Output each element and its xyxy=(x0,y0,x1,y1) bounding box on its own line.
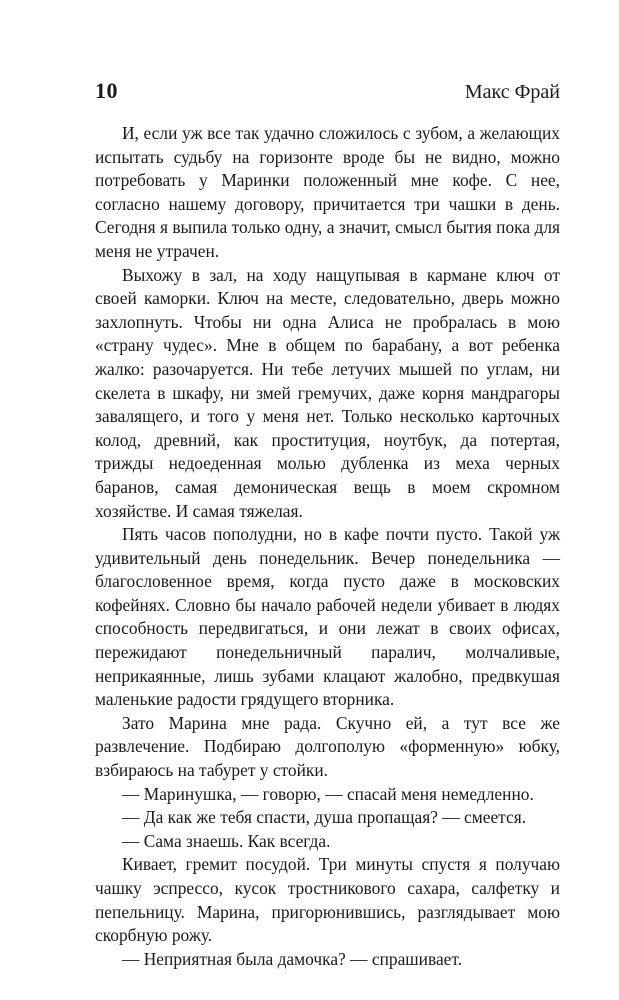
dialogue-line: — Сама знаешь. Как всегда. xyxy=(122,830,331,851)
dialogue-line: — Маринушка, — говорю, — спасай меня немедленно. xyxy=(122,783,534,804)
dialogue-line: — Неприятная была дамочка? — спрашивает. xyxy=(122,948,463,969)
dialogue-line: — Да как же тебя спасти, душа пропащая? — смеется. xyxy=(122,807,527,828)
paragraph: Кивает, гремит посудой. Три минуты спустя я получаю чашку эспрессо, кусок тростникового сахара, салфетку и пепельницу. Марина, пригорюнившись, разглядывает мою скорбную рожу. xyxy=(95,854,560,946)
running-header xyxy=(95,78,560,114)
page-number: 10 xyxy=(95,78,118,103)
paragraph: Пять часов пополудни, но в кафе почти пусто. Такой уж удивительный день понедельник. Вечер понедельника — благословенное время, когда пусто даже в московских кофейнях. Словно бы начало рабочей недели убивает в людях способность передвигаться, и они лежат в своих офисах, пережидают понедельничный паралич, молчаливые, неприкаянные, лишь зубами клацают жалобно, предвкушая маленькие радости грядущего вторника. xyxy=(95,524,560,710)
paragraph: Зато Марина мне рада. Скучно ей, а тут все же развлечение. Подбираю долгополую «форменную» юбку, взбираюсь на табурет у стойки. xyxy=(95,712,560,781)
body-text xyxy=(95,122,560,971)
paragraph: И, если уж все так удачно сложилось с зубом, а желающих испытать судьбу на горизонте вроде бы не видно, можно потребовать у Маринки положенный мне кофе. С нее, согласно нашему договору, причитается три чашки в день. Сегодня я выпила только одну, а значит, смысл бытия пока для меня не утрачен. xyxy=(95,123,560,261)
paragraph: Выхожу в зал, на ходу нащупывая в кармане ключ от своей каморки. Ключ на месте, следовательно, дверь можно захлопнуть. Чтобы ни одна Алиса не пробралась в мою «страну чудес». Мне в общем по барабану, а вот ребенка жалко: разочаруется. Ни тебе летучих мышей по углам, ни скелета в шкафу, ни змей гремучих, даже корня мандрагоры завалящего, и того у меня нет. Только несколько карточных колод, древний, как проституция, ноутбук, да потертая, трижды недоеденная молью дубленка из меха черных баранов, самая демоническая вещь в моем скромном хозяйстве. И самая тяжелая. xyxy=(95,264,560,521)
book-page xyxy=(95,78,560,971)
author-name: Макс Фрай xyxy=(464,81,560,103)
